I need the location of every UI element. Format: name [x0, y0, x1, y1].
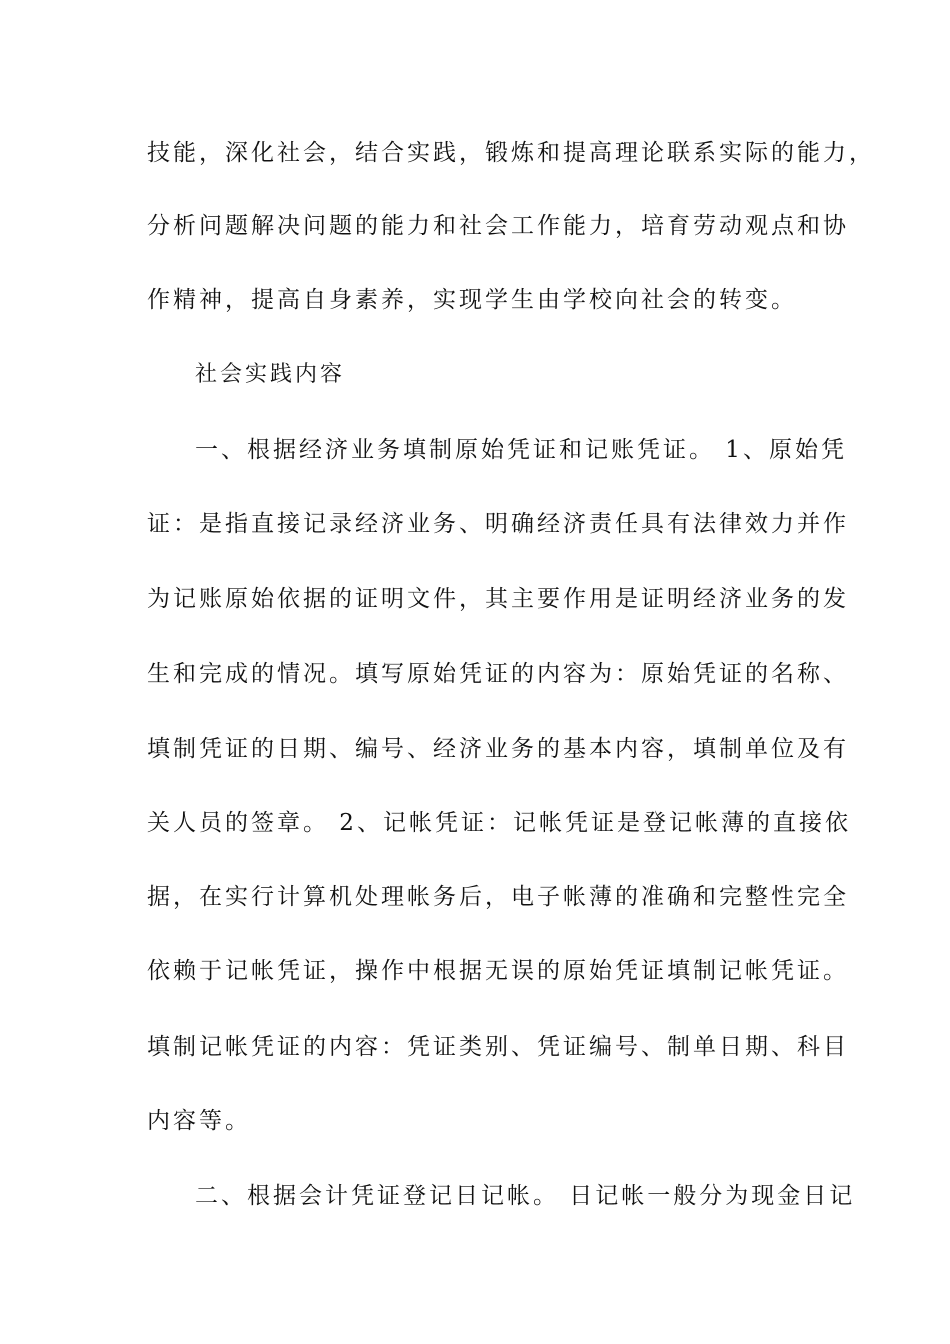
text-line: 分析问题解决问题的能力和社会工作能力，培育劳动观点和协	[147, 213, 849, 239]
text-line: 作精神，提高自身素养，实现学生由学校向社会的转变。	[147, 287, 797, 313]
text-line: 内容等。	[147, 1108, 251, 1134]
text-line: 技能，深化社会，结合实践，锻炼和提高理论联系实际的能力，	[147, 140, 875, 166]
text-line: 生和完成的情况。填写原始凭证的内容为：原始凭证的名称、	[147, 661, 849, 687]
text-line: 为记账原始依据的证明文件，其主要作用是证明经济业务的发	[147, 586, 849, 612]
text-line: 填制凭证的日期、编号、经济业务的基本内容，填制单位及有	[147, 736, 849, 762]
text-line: 关人员的签章。 2、记帐凭证：记帐凭证是登记帐薄的直接依	[147, 810, 851, 836]
paragraph-first-line: 二、根据会计凭证登记日记帐。 日记帐一般分为现金日记	[195, 1183, 856, 1209]
text-line: 证：是指直接记录经济业务、明确经济责任具有法律效力并作	[147, 511, 849, 537]
text-line: 依赖于记帐凭证，操作中根据无误的原始凭证填制记帐凭证。	[147, 958, 849, 984]
paragraph-first-line: 一、根据经济业务填制原始凭证和记账凭证。 1、原始凭	[195, 437, 847, 463]
section-heading: 社会实践内容	[195, 362, 346, 387]
text-line: 填制记帐凭证的内容：凭证类别、凭证编号、制单日期、科目	[147, 1034, 849, 1060]
text-line: 据，在实行计算机处理帐务后，电子帐薄的准确和完整性完全	[147, 884, 849, 910]
